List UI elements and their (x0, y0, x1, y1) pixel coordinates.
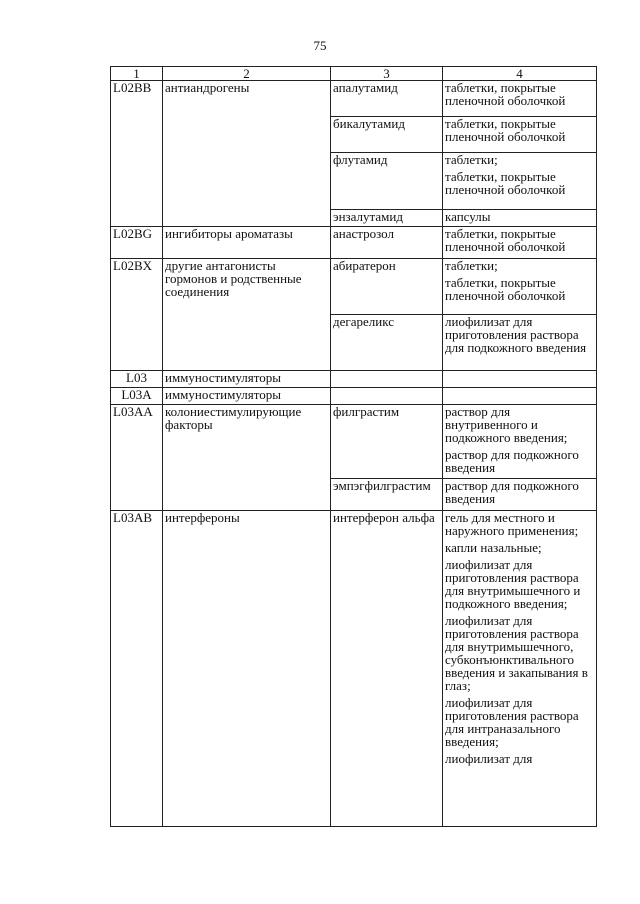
dosage-form: лиофилизат для (445, 751, 533, 766)
dosage-form: капсулы (445, 209, 491, 224)
dosage-forms (443, 405, 597, 479)
atc-code: L02BX (111, 259, 163, 371)
dosage-forms (443, 259, 597, 315)
atc-code: L03AB (111, 511, 163, 827)
table-header-row (111, 67, 597, 81)
table-row (111, 388, 597, 405)
dosage-forms (443, 388, 597, 405)
drug-name: филграстим (331, 405, 443, 479)
table-row (111, 259, 597, 315)
dosage-form: лиофилизат для приготовления раствора для интраназального введения; (445, 695, 579, 749)
column-header-2: 2 (163, 67, 331, 81)
drug-name: абиратерон (331, 259, 443, 315)
dosage-forms (443, 210, 597, 227)
dosage-form: таблетки, покрытые пленочной оболочкой (445, 275, 566, 303)
dosage-forms (443, 153, 597, 210)
dosage-forms (443, 117, 597, 153)
drug-name (331, 388, 443, 405)
atc-group-name: другие антагонисты гормонов и родственные соединения (163, 259, 331, 371)
dosage-forms (443, 371, 597, 388)
dosage-forms (443, 227, 597, 259)
table-row (111, 511, 597, 827)
table-row (111, 227, 597, 259)
atc-code: L03AA (111, 405, 163, 511)
dosage-form: таблетки; (445, 258, 498, 273)
drug-name: апалутамид (331, 81, 443, 117)
atc-group-name: иммуностимуляторы (163, 371, 331, 388)
dosage-form: таблетки; (445, 152, 498, 167)
dosage-form: гель для местного и наружного применения; (445, 510, 579, 538)
drug-name: анастрозол (331, 227, 443, 259)
atc-code: L02BG (111, 227, 163, 259)
table-row (111, 371, 597, 388)
dosage-form: раствор для внутривенного и подкожного введения; (445, 404, 568, 445)
column-header-1: 1 (111, 67, 163, 81)
atc-code: L02BB (111, 81, 163, 227)
dosage-forms (443, 315, 597, 371)
atc-group-name: иммуностимуляторы (163, 388, 331, 405)
drug-name: интерферон альфа (331, 511, 443, 827)
atc-group-name: интерфероны (163, 511, 331, 827)
drug-name: энзалутамид (331, 210, 443, 227)
drug-name: флутамид (331, 153, 443, 210)
column-header-4: 4 (443, 67, 597, 81)
column-header-3: 3 (331, 67, 443, 81)
drug-table (110, 66, 597, 827)
atc-group-name: антиандрогены (163, 81, 331, 227)
atc-group-name: ингибиторы ароматазы (163, 227, 331, 259)
dosage-form: раствор для подкожного введения (445, 447, 579, 475)
table-row (111, 405, 597, 479)
drug-name (331, 371, 443, 388)
dosage-form: таблетки, покрытые пленочной оболочкой (445, 80, 566, 108)
dosage-forms (443, 81, 597, 117)
dosage-form: таблетки, покрытые пленочной оболочкой (445, 226, 566, 254)
dosage-form: лиофилизат для приготовления раствора для подкожного введения (445, 314, 587, 355)
dosage-form: лиофилизат для приготовления раствора для внутримышечного, субконъюнктивального введения и закапывания в глаз; (445, 613, 588, 693)
dosage-form: раствор для подкожного введения (445, 478, 579, 506)
table-row (111, 81, 597, 117)
dosage-form: капли назальные; (445, 540, 542, 555)
atc-code: L03 (111, 371, 163, 388)
dosage-form: таблетки, покрытые пленочной оболочкой (445, 116, 566, 144)
atc-code: L03A (111, 388, 163, 405)
dosage-form: лиофилизат для приготовления раствора для внутримышечного и подкожного введения; (445, 557, 581, 611)
drug-name: эмпэгфилграстим (331, 479, 443, 511)
drug-name: бикалутамид (331, 117, 443, 153)
drug-name: дегареликс (331, 315, 443, 371)
page-number: 75 (313, 38, 327, 53)
dosage-forms (443, 479, 597, 511)
dosage-forms (443, 511, 597, 827)
atc-group-name: колониестимулирующие факторы (163, 405, 331, 511)
dosage-form: таблетки, покрытые пленочной оболочкой (445, 169, 566, 197)
